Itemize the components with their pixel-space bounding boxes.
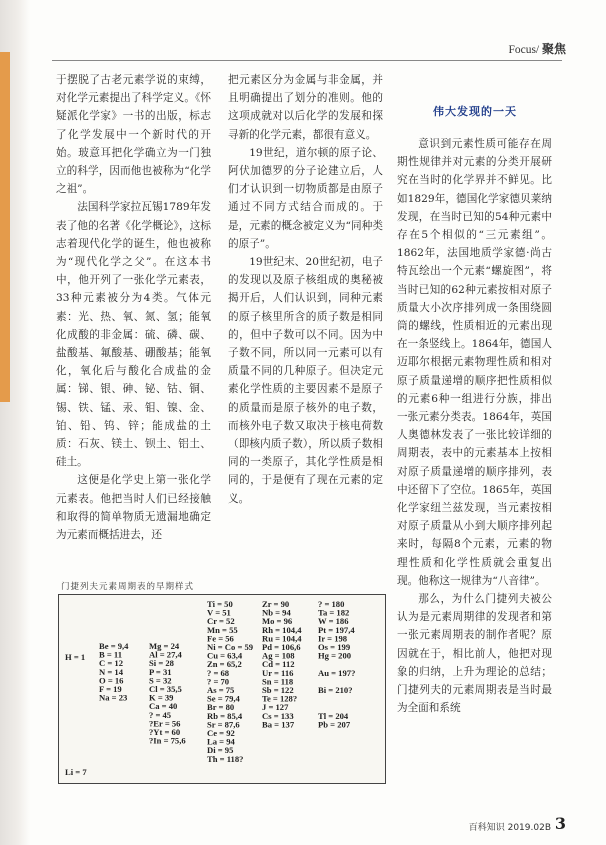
element-entry: Ca = 40 <box>149 701 178 712</box>
element-entry: S = 32 <box>149 675 172 686</box>
section-title: 伟大发现的一天 <box>433 105 517 118</box>
element-entry: ? = 70 <box>207 676 230 687</box>
element-entry: Cd = 112 <box>262 659 295 670</box>
element-entry: Ni = Co = 59 <box>207 642 254 652</box>
element-entry: Ag = 108 <box>262 650 295 661</box>
element-entry: Ba = 137 <box>262 719 295 730</box>
element-entry: Au = 197? <box>318 667 356 678</box>
element-entry: Fe = 56 <box>207 633 234 644</box>
element-entry: K = 39 <box>149 692 174 703</box>
element-entry: Th = 118? <box>207 753 244 764</box>
element-entry: N = 14 <box>99 666 123 677</box>
paragraph: 把元素区分为金属与非金属，并且明确提出了划分的准则。他的这项成就对以后化学的发展和探寻新的化学元素，都很有意义。 <box>228 74 383 141</box>
element-entry: Pd = 106,6 <box>262 642 301 652</box>
element-entry: As = 75 <box>207 685 235 695</box>
element-entry: F = 19 <box>99 684 122 694</box>
paragraph: 法国科学家拉瓦锡1789年发表了他的名著《化学概论》，这标志着现代化学的诞生，他也被称为“现代化学之父”。在这本书中，他开列了一张化学元素表，33种元素被分为4类。气体元素：光、热、氧、氮、氢；能氧化成酸的非金属：硫、磷、碳、盐酸基、氟酸基、硼酸基；能氧化，氧化后与酸化合成盐的金属：锑、银、砷、铋、钴、铜、锡、铁、锰、汞、钼、镍、金、铂、铅、钨、锌；能成盐的土质：石灰、镁土、钡土、铝土、硅土。 <box>56 201 211 469</box>
element-entry: Zr = 90 <box>262 599 290 609</box>
element-entry: Os = 199 <box>318 642 351 652</box>
element-entry: ? = 180 <box>318 599 345 609</box>
element-entry: Ta = 182 <box>318 607 350 618</box>
page-number: 3 <box>554 814 566 833</box>
element-entry: Di = 95 <box>207 745 234 756</box>
text-column-1 <box>56 71 211 544</box>
element-entry: Li = 7 <box>65 767 87 777</box>
header-en: Focus/ <box>508 44 540 56</box>
footer-journal: 百科知识 2019.02B <box>468 823 551 833</box>
element-entry: Be = 9,4 <box>99 641 129 651</box>
element-entry: ?Yt = 60 <box>149 727 181 737</box>
element-entry: Pt = 197,4 <box>318 624 355 635</box>
element-entry: ? = 68 <box>207 667 230 678</box>
element-entry: ?In = 75,6 <box>149 735 186 746</box>
paragraph: 19世纪，道尔顿的原子论、阿伏加德罗的分子论建立后，人们才认识到一切物质都是由原子通过不同方式结合而成的。于是，元素的概念被定义为“同种类的原子”。 <box>228 146 383 250</box>
element-entry: Pb = 207 <box>318 719 351 730</box>
periodic-table-figure <box>58 594 386 784</box>
header-rule <box>52 60 562 61</box>
element-entry: Al = 27,4 <box>149 649 182 660</box>
element-entry: V = 51 <box>207 607 231 618</box>
element-entry: Mo = 96 <box>262 616 293 627</box>
element-entry: Mn = 55 <box>207 624 238 635</box>
element-entry: W = 186 <box>318 616 349 627</box>
element-entry: Ur = 116 <box>262 667 294 678</box>
element-entry: Mg = 24 <box>149 641 180 651</box>
element-entry: Cl = 35,5 <box>149 684 182 694</box>
element-entry: B = 11 <box>99 649 123 660</box>
element-entry: Tl = 204 <box>318 710 349 721</box>
element-entry: Sb = 122 <box>262 685 294 695</box>
paragraph: 于摆脱了古老元素学说的束缚，对化学元素提出了科学定义。《怀疑派化学家》一书的出版，标志了化学发展中一个新时代的开始。玻意耳把化学确立为一门独立的科学，因而他也被称为“化学之祖”。 <box>56 74 211 196</box>
text-column-3 <box>397 135 552 718</box>
element-entry: Na = 23 <box>99 692 128 703</box>
paragraph: 意识到元素性质可能存在周期性规律并对元素的分类开展研究在当时的化学界并不鲜见。比如1829年，德国化学家德贝莱纳发现，在当时已知的54种元素中存在5个相似的“三元素组”。1862年，法国地质学家德·尚古特瓦绘出一个元素“螺旋图”，将当时已知的62种元素按相对原子质量大小次序排列成一条围绕圆筒的螺线，性质相近的元素出现在一条竖线上。1864年，德国人迈耶尔根据元素物理性质和相对原子质量递增的顺序把性质相似的元素6种一组进行分族，排出一张元素分类表。1864年，英国人奥德林发表了一张比较详细的周期表，表中的元素基本上按相对原子质量递增的顺序排列，表中还留下了空位。1865年，英国化学家纽兰兹发现，当元素按相对原子质量从小到大顺序排列起来时，每隔8个元素，元素的物理性质和化学性质就会重复出现。他称这一规律为“八音律”。 <box>397 138 552 587</box>
periodic-table-svg <box>59 595 385 783</box>
section-tab-marker <box>0 52 10 402</box>
paragraph: 这便是化学史上第一张化学元素表。他把当时人们已经接触和取得的简单物质无遗漏地确定为元素而概括进去，还 <box>56 474 211 542</box>
element-entry: J = 127 <box>262 702 289 713</box>
element-entry: Cr = 52 <box>207 616 235 627</box>
element-entry: Br = 80 <box>207 702 235 713</box>
element-entry: Ce = 92 <box>207 728 235 738</box>
element-entry: P = 31 <box>149 666 172 677</box>
element-entry: Ru = 104,4 <box>262 633 302 644</box>
element-entry: Se = 79,4 <box>207 693 240 704</box>
element-entry: Sr = 87,6 <box>207 719 240 730</box>
element-entry: Cs = 133 <box>262 710 294 721</box>
element-entry: Hg = 200 <box>318 650 352 661</box>
element-entry: Si = 28 <box>149 658 174 669</box>
element-entry: Zn = 65,2 <box>207 659 242 670</box>
text-column-2 <box>228 71 383 508</box>
element-entry: Ir = 198 <box>318 633 348 644</box>
element-entry: La = 94 <box>207 736 235 747</box>
element-entry: ? = 45 <box>149 709 172 720</box>
element-entry: ?Er = 56 <box>149 718 181 729</box>
figure-caption: 门捷列夫元素周期表的早期样式 <box>61 582 195 592</box>
page-header <box>508 40 566 57</box>
element-entry: Te = 128? <box>262 693 298 704</box>
paragraph: 19世纪末、20世纪初，电子的发现以及原子核组成的奥秘被揭开后，人们认识到，同种元素的原子核里所含的质子数是相同的，但中子数可以不同。因为中子数不同，所以同一元素可以有质量不同的几种原子。但决定元素化学性质的主要因素不是原子的质量而是原子核外的电子数，而核外电子数又取决于核电荷数（即核内质子数），所以质子数相同的一类原子，其化学性质是相同的，于是便有了现在元素的定义。 <box>228 256 383 505</box>
element-entry: Ti = 50 <box>207 599 233 609</box>
element-entry: Rb = 85,4 <box>207 710 243 721</box>
element-entry: Sn = 118 <box>262 676 294 687</box>
element-entry: Cu = 63,4 <box>207 650 243 661</box>
element-entry: C = 12 <box>99 658 123 669</box>
element-entry: Rh = 104,4 <box>262 624 302 635</box>
element-entry: O = 16 <box>99 675 124 686</box>
element-entry: Nb = 94 <box>262 607 291 618</box>
element-entry: Bi = 210? <box>318 685 353 695</box>
paragraph: 那么，为什么门捷列夫被公认为是元素周期律的发现者和第一张元素周期表的制作者呢？原因就在于，相比前人，他把对现象的归纳，上升为理论的总结；门捷列夫的元素周期表是当时最为全面和系统 <box>397 593 552 715</box>
element-entry: H = 1 <box>65 652 86 662</box>
header-cn: 聚焦 <box>541 42 566 56</box>
